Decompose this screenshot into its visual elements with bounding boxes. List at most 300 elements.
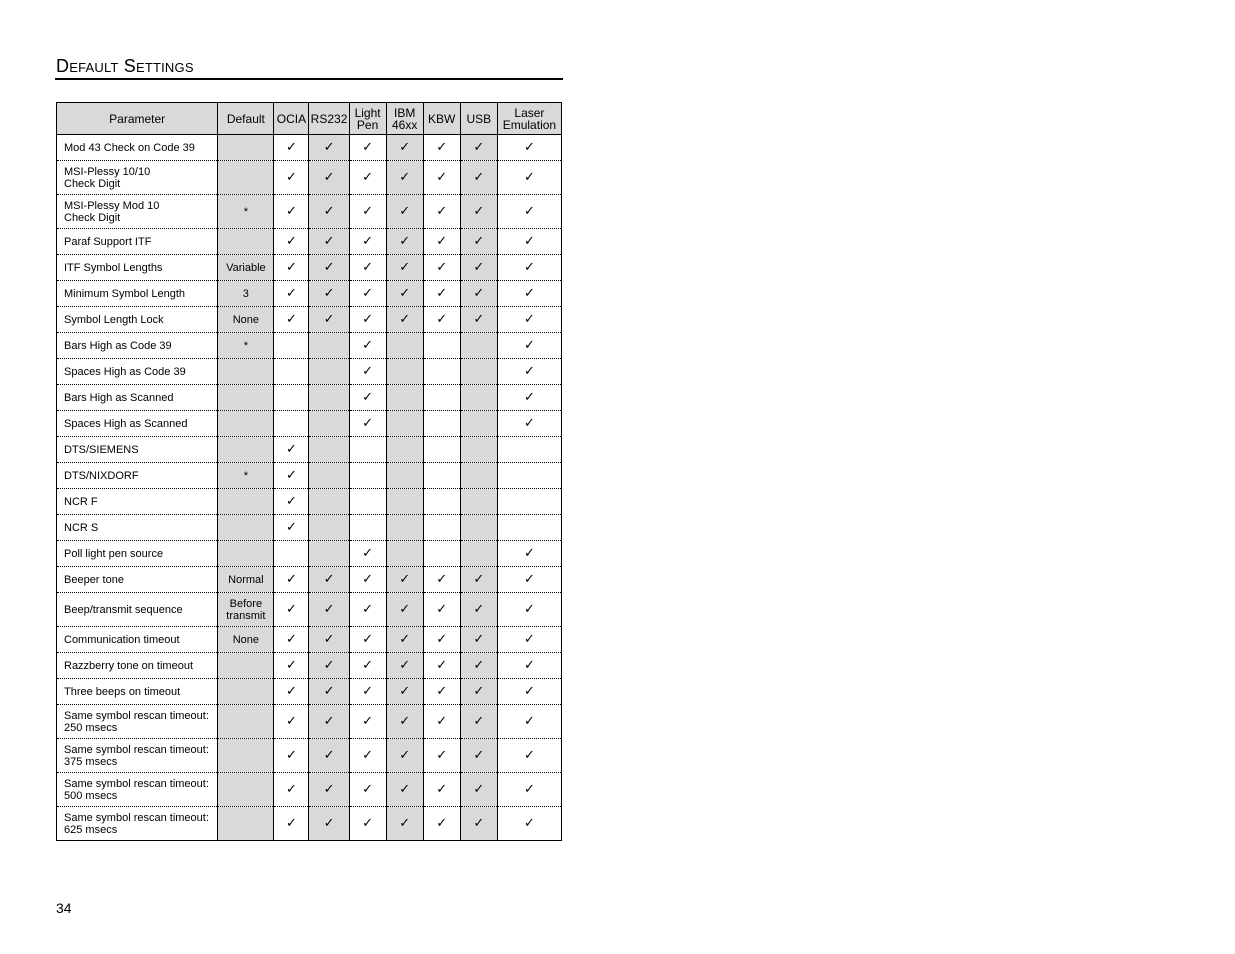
checkmark-icon: ✓	[286, 169, 297, 184]
support-cell	[423, 567, 460, 593]
checkmark-icon: ✓	[436, 657, 448, 672]
support-cell	[386, 705, 423, 739]
checkmark-icon: ✓	[399, 781, 411, 796]
support-cell	[309, 773, 349, 807]
parameter-cell: Beep/transmit sequence	[57, 593, 218, 627]
checkmark-icon: ✓	[323, 233, 335, 248]
parameter-cell: Mod 43 Check on Code 39	[57, 135, 218, 161]
support-cell	[349, 229, 386, 255]
support-cell	[460, 705, 497, 739]
support-cell	[349, 593, 386, 627]
parameter-cell: Minimum Symbol Length	[57, 281, 218, 307]
table-row	[57, 437, 562, 463]
support-cell	[460, 437, 497, 463]
table-row	[57, 567, 562, 593]
checkmark-icon: ✓	[362, 747, 374, 762]
support-cell	[349, 627, 386, 653]
checkmark-icon: ✓	[399, 169, 411, 184]
checkmark-icon: ✓	[473, 139, 485, 154]
support-cell	[309, 515, 349, 541]
default-value-cell: *	[218, 463, 274, 489]
support-cell	[309, 195, 349, 229]
checkmark-icon: ✓	[323, 311, 335, 326]
table-row	[57, 463, 562, 489]
checkmark-icon: ✓	[286, 631, 297, 646]
checkmark-icon: ✓	[399, 203, 411, 218]
table-row	[57, 135, 562, 161]
support-cell	[460, 411, 497, 437]
parameter-cell: Bars High as Scanned	[57, 385, 218, 411]
support-cell	[274, 463, 309, 489]
support-cell	[386, 195, 423, 229]
checkmark-icon: ✓	[399, 601, 411, 616]
support-cell	[423, 627, 460, 653]
checkmark-icon: ✓	[323, 713, 335, 728]
checkmark-icon: ✓	[286, 683, 297, 698]
support-cell	[274, 437, 309, 463]
page-number: 34	[56, 900, 72, 916]
support-cell	[386, 773, 423, 807]
support-cell	[497, 515, 561, 541]
default-value-cell	[218, 437, 274, 463]
checkmark-icon: ✓	[362, 259, 374, 274]
support-cell	[423, 359, 460, 385]
checkmark-icon: ✓	[362, 601, 374, 616]
support-cell	[274, 653, 309, 679]
support-cell	[497, 281, 561, 307]
support-cell	[349, 333, 386, 359]
parameter-cell: NCR F	[57, 489, 218, 515]
checkmark-icon: ✓	[323, 601, 335, 616]
page-title: Default Settings	[56, 56, 194, 76]
support-cell	[423, 515, 460, 541]
support-cell	[274, 281, 309, 307]
support-cell	[309, 437, 349, 463]
support-cell	[386, 567, 423, 593]
checkmark-icon: ✓	[286, 259, 297, 274]
parameter-cell: Same symbol rescan timeout: 500 msecs	[57, 773, 218, 807]
parameter-cell: NCR S	[57, 515, 218, 541]
support-cell	[423, 161, 460, 195]
column-header: Light Pen	[349, 103, 386, 135]
default-value-cell	[218, 739, 274, 773]
support-cell	[309, 807, 349, 841]
support-cell	[497, 411, 561, 437]
support-cell	[274, 359, 309, 385]
support-cell	[460, 229, 497, 255]
column-header: OCIA	[274, 103, 309, 135]
support-cell	[309, 679, 349, 705]
checkmark-icon: ✓	[523, 363, 535, 378]
checkmark-icon: ✓	[473, 601, 485, 616]
checkmark-icon: ✓	[473, 815, 485, 830]
support-cell	[460, 385, 497, 411]
checkmark-icon: ✓	[523, 713, 535, 728]
checkmark-icon: ✓	[323, 781, 335, 796]
parameter-cell: DTS/SIEMENS	[57, 437, 218, 463]
table-row	[57, 411, 562, 437]
support-cell	[497, 705, 561, 739]
support-cell	[309, 653, 349, 679]
support-cell	[423, 653, 460, 679]
support-cell	[274, 541, 309, 567]
checkmark-icon: ✓	[399, 311, 411, 326]
checkmark-icon: ✓	[362, 713, 374, 728]
checkmark-icon: ✓	[523, 285, 535, 300]
support-cell	[460, 739, 497, 773]
checkmark-icon: ✓	[323, 285, 335, 300]
default-value-cell	[218, 541, 274, 567]
default-value-cell	[218, 807, 274, 841]
checkmark-icon: ✓	[473, 259, 485, 274]
parameter-cell: DTS/NIXDORF	[57, 463, 218, 489]
support-cell	[386, 437, 423, 463]
default-value-cell	[218, 679, 274, 705]
checkmark-icon: ✓	[286, 441, 297, 456]
checkmark-icon: ✓	[399, 571, 411, 586]
support-cell	[497, 229, 561, 255]
default-value-cell: Normal	[218, 567, 274, 593]
support-cell	[274, 739, 309, 773]
checkmark-icon: ✓	[323, 139, 335, 154]
default-value-cell	[218, 229, 274, 255]
checkmark-icon: ✓	[436, 571, 448, 586]
support-cell	[274, 333, 309, 359]
checkmark-icon: ✓	[473, 571, 485, 586]
support-cell	[386, 739, 423, 773]
support-cell	[309, 229, 349, 255]
checkmark-icon: ✓	[286, 203, 297, 218]
support-cell	[309, 135, 349, 161]
support-cell	[460, 593, 497, 627]
checkmark-icon: ✓	[436, 285, 448, 300]
parameter-cell: ITF Symbol Lengths	[57, 255, 218, 281]
support-cell	[497, 463, 561, 489]
table-row	[57, 773, 562, 807]
support-cell	[309, 567, 349, 593]
support-cell	[274, 679, 309, 705]
checkmark-icon: ✓	[286, 781, 297, 796]
default-value-cell: *	[218, 195, 274, 229]
table-row	[57, 739, 562, 773]
checkmark-icon: ✓	[286, 233, 297, 248]
support-cell	[309, 359, 349, 385]
checkmark-icon: ✓	[523, 169, 535, 184]
default-value-cell: Before transmit	[218, 593, 274, 627]
checkmark-icon: ✓	[523, 233, 535, 248]
support-cell	[460, 281, 497, 307]
checkmark-icon: ✓	[523, 683, 535, 698]
checkmark-icon: ✓	[286, 139, 297, 154]
checkmark-icon: ✓	[323, 169, 335, 184]
support-cell	[309, 489, 349, 515]
support-cell	[460, 195, 497, 229]
checkmark-icon: ✓	[286, 815, 297, 830]
checkmark-icon: ✓	[323, 683, 335, 698]
checkmark-icon: ✓	[362, 311, 374, 326]
support-cell	[274, 229, 309, 255]
support-cell	[349, 359, 386, 385]
support-cell	[497, 333, 561, 359]
support-cell	[386, 385, 423, 411]
support-cell	[423, 593, 460, 627]
checkmark-icon: ✓	[523, 815, 535, 830]
support-cell	[497, 739, 561, 773]
support-cell	[497, 653, 561, 679]
table-row	[57, 593, 562, 627]
checkmark-icon: ✓	[436, 815, 448, 830]
support-cell	[423, 255, 460, 281]
support-cell	[386, 255, 423, 281]
default-value-cell	[218, 489, 274, 515]
checkmark-icon: ✓	[362, 545, 374, 560]
support-cell	[460, 307, 497, 333]
checkmark-icon: ✓	[523, 747, 535, 762]
checkmark-icon: ✓	[523, 337, 535, 352]
parameter-cell: Symbol Length Lock	[57, 307, 218, 333]
support-cell	[349, 411, 386, 437]
support-cell	[423, 307, 460, 333]
table-row	[57, 627, 562, 653]
checkmark-icon: ✓	[523, 139, 535, 154]
checkmark-icon: ✓	[286, 571, 297, 586]
support-cell	[497, 627, 561, 653]
support-cell	[386, 489, 423, 515]
checkmark-icon: ✓	[523, 571, 535, 586]
support-cell	[309, 739, 349, 773]
support-cell	[309, 307, 349, 333]
checkmark-icon: ✓	[523, 545, 535, 560]
default-value-cell: Variable	[218, 255, 274, 281]
checkmark-icon: ✓	[362, 233, 374, 248]
support-cell	[460, 489, 497, 515]
support-cell	[274, 411, 309, 437]
support-cell	[460, 255, 497, 281]
support-cell	[423, 333, 460, 359]
default-value-cell	[218, 161, 274, 195]
table-row	[57, 255, 562, 281]
support-cell	[309, 385, 349, 411]
support-cell	[460, 333, 497, 359]
support-cell	[349, 255, 386, 281]
support-cell	[349, 541, 386, 567]
parameter-cell: Communication timeout	[57, 627, 218, 653]
checkmark-icon: ✓	[473, 203, 485, 218]
support-cell	[460, 679, 497, 705]
support-cell	[274, 807, 309, 841]
support-cell	[274, 385, 309, 411]
support-cell	[497, 807, 561, 841]
table-body	[57, 135, 562, 841]
parameter-cell: Same symbol rescan timeout: 375 msecs	[57, 739, 218, 773]
default-value-cell: None	[218, 627, 274, 653]
parameter-cell: Three beeps on timeout	[57, 679, 218, 705]
support-cell	[460, 653, 497, 679]
table-row	[57, 705, 562, 739]
support-cell	[460, 463, 497, 489]
table-row	[57, 161, 562, 195]
checkmark-icon: ✓	[436, 747, 448, 762]
support-cell	[309, 463, 349, 489]
support-cell	[497, 541, 561, 567]
checkmark-icon: ✓	[286, 601, 297, 616]
parameter-cell: Bars High as Code 39	[57, 333, 218, 359]
checkmark-icon: ✓	[362, 781, 374, 796]
checkmark-icon: ✓	[362, 139, 374, 154]
support-cell	[386, 541, 423, 567]
support-cell	[386, 679, 423, 705]
support-cell	[309, 593, 349, 627]
default-value-cell	[218, 411, 274, 437]
support-cell	[309, 705, 349, 739]
default-settings-table	[56, 102, 562, 841]
support-cell	[309, 333, 349, 359]
checkmark-icon: ✓	[362, 169, 374, 184]
support-cell	[423, 229, 460, 255]
support-cell	[309, 281, 349, 307]
table-row	[57, 653, 562, 679]
support-cell	[386, 515, 423, 541]
support-cell	[423, 807, 460, 841]
support-cell	[386, 359, 423, 385]
support-cell	[349, 807, 386, 841]
checkmark-icon: ✓	[436, 233, 448, 248]
support-cell	[349, 195, 386, 229]
support-cell	[423, 281, 460, 307]
checkmark-icon: ✓	[473, 169, 485, 184]
checkmark-icon: ✓	[523, 601, 535, 616]
support-cell	[497, 195, 561, 229]
support-cell	[386, 161, 423, 195]
checkmark-icon: ✓	[323, 259, 335, 274]
checkmark-icon: ✓	[436, 139, 448, 154]
support-cell	[460, 541, 497, 567]
support-cell	[497, 567, 561, 593]
support-cell	[386, 653, 423, 679]
checkmark-icon: ✓	[473, 683, 485, 698]
table-row	[57, 359, 562, 385]
default-value-cell: 3	[218, 281, 274, 307]
support-cell	[349, 705, 386, 739]
support-cell	[460, 359, 497, 385]
parameter-cell: Poll light pen source	[57, 541, 218, 567]
checkmark-icon: ✓	[436, 203, 448, 218]
support-cell	[309, 541, 349, 567]
table-row	[57, 807, 562, 841]
checkmark-icon: ✓	[362, 571, 374, 586]
checkmark-icon: ✓	[286, 311, 297, 326]
title-divider	[55, 78, 563, 80]
column-header: Parameter	[57, 103, 218, 135]
parameter-cell: Spaces High as Scanned	[57, 411, 218, 437]
support-cell	[349, 437, 386, 463]
checkmark-icon: ✓	[399, 285, 411, 300]
support-cell	[274, 255, 309, 281]
table-row	[57, 333, 562, 359]
checkmark-icon: ✓	[436, 311, 448, 326]
checkmark-icon: ✓	[473, 713, 485, 728]
support-cell	[349, 489, 386, 515]
checkmark-icon: ✓	[362, 657, 374, 672]
checkmark-icon: ✓	[399, 631, 411, 646]
support-cell	[497, 773, 561, 807]
support-cell	[274, 515, 309, 541]
column-header: KBW	[423, 103, 460, 135]
checkmark-icon: ✓	[399, 657, 411, 672]
parameter-cell: MSI-Plessy Mod 10 Check Digit	[57, 195, 218, 229]
parameter-cell: Razzberry tone on timeout	[57, 653, 218, 679]
checkmark-icon: ✓	[362, 415, 374, 430]
default-value-cell	[218, 653, 274, 679]
support-cell	[460, 135, 497, 161]
support-cell	[274, 593, 309, 627]
checkmark-icon: ✓	[399, 233, 411, 248]
support-cell	[349, 739, 386, 773]
support-cell	[386, 807, 423, 841]
checkmark-icon: ✓	[473, 631, 485, 646]
checkmark-icon: ✓	[399, 259, 411, 274]
checkmark-icon: ✓	[286, 657, 297, 672]
column-header: IBM 46xx	[386, 103, 423, 135]
support-cell	[274, 195, 309, 229]
checkmark-icon: ✓	[399, 815, 411, 830]
support-cell	[423, 385, 460, 411]
support-cell	[309, 161, 349, 195]
table-row	[57, 281, 562, 307]
default-value-cell	[218, 773, 274, 807]
table-row	[57, 679, 562, 705]
table-row	[57, 515, 562, 541]
checkmark-icon: ✓	[399, 683, 411, 698]
checkmark-icon: ✓	[323, 631, 335, 646]
column-header: Default	[218, 103, 274, 135]
support-cell	[497, 679, 561, 705]
checkmark-icon: ✓	[323, 747, 335, 762]
support-cell	[423, 739, 460, 773]
checkmark-icon: ✓	[523, 781, 535, 796]
table-row	[57, 307, 562, 333]
checkmark-icon: ✓	[362, 389, 374, 404]
support-cell	[349, 463, 386, 489]
support-cell	[497, 255, 561, 281]
checkmark-icon: ✓	[362, 203, 374, 218]
checkmark-icon: ✓	[323, 571, 335, 586]
checkmark-icon: ✓	[286, 713, 297, 728]
support-cell	[349, 773, 386, 807]
checkmark-icon: ✓	[399, 713, 411, 728]
default-value-cell: *	[218, 333, 274, 359]
support-cell	[349, 281, 386, 307]
parameter-cell: MSI-Plessy 10/10 Check Digit	[57, 161, 218, 195]
parameter-cell: Spaces High as Code 39	[57, 359, 218, 385]
support-cell	[274, 307, 309, 333]
checkmark-icon: ✓	[286, 467, 297, 482]
support-cell	[423, 489, 460, 515]
checkmark-icon: ✓	[523, 259, 535, 274]
default-value-cell	[218, 515, 274, 541]
support-cell	[349, 653, 386, 679]
support-cell	[349, 679, 386, 705]
checkmark-icon: ✓	[286, 493, 297, 508]
support-cell	[274, 135, 309, 161]
support-cell	[423, 437, 460, 463]
checkmark-icon: ✓	[399, 747, 411, 762]
checkmark-icon: ✓	[436, 631, 448, 646]
checkmark-icon: ✓	[286, 519, 297, 534]
checkmark-icon: ✓	[523, 389, 535, 404]
support-cell	[386, 627, 423, 653]
support-cell	[386, 333, 423, 359]
